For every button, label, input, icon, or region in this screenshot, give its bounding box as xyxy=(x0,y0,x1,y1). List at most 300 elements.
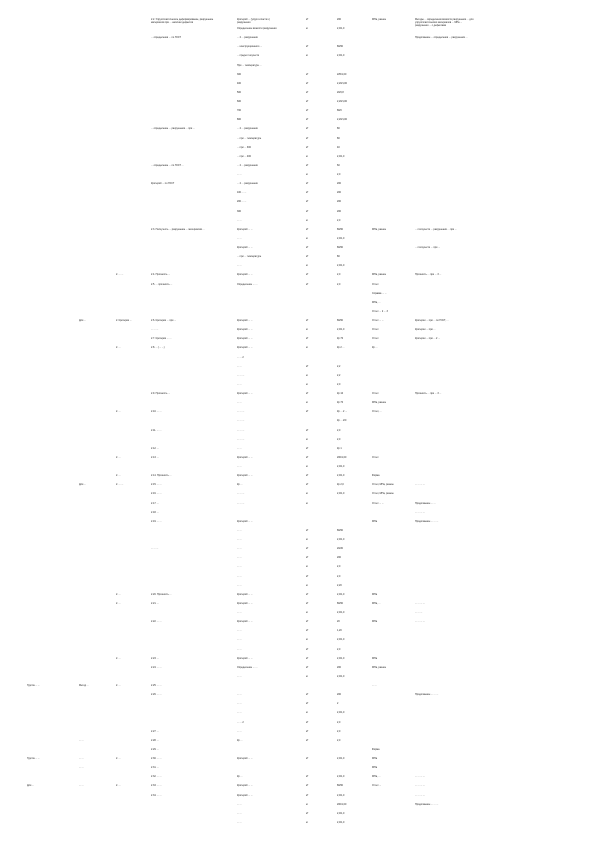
table-cell: 2,0/1,0 xyxy=(337,328,345,332)
table-cell: 2.9. Прочность ... xyxy=(151,392,171,396)
table-cell: Кр 10 xyxy=(337,392,344,396)
table-cell: м xyxy=(306,492,308,496)
table-cell: ... ... xyxy=(237,236,242,240)
table-cell: ... ... xyxy=(237,820,242,824)
table-row xyxy=(0,301,595,310)
table-row xyxy=(0,410,595,419)
table-cell: м xyxy=(306,401,308,405)
table-cell: 2,0/1,0 xyxy=(337,236,345,240)
table-cell: м xyxy=(306,27,308,31)
table-cell: Прочность ... при ... 3 ... xyxy=(415,273,442,277)
table-cell: кГ xyxy=(306,45,309,49)
table-row xyxy=(0,173,595,182)
table-cell: ... ... xyxy=(237,538,242,542)
table-cell: 2,0/1,0 xyxy=(337,465,345,469)
table-cell: кГ xyxy=(306,729,309,733)
table-cell: кГ xyxy=(306,757,309,760)
table-cell: кГ xyxy=(306,620,309,624)
table-cell: кГ xyxy=(306,665,309,669)
table-cell: Кр 70 xyxy=(337,401,344,405)
table-cell: 2,0 xyxy=(337,428,341,432)
table-row xyxy=(0,456,595,465)
table-cell: ... ... ... xyxy=(237,419,245,423)
table-cell: 400 xyxy=(237,81,241,85)
table-cell: 80/60 xyxy=(337,227,343,231)
table-cell: 2. ... ... xyxy=(116,273,124,277)
table-cell: ... ... ... ... xyxy=(415,601,425,605)
table-cell: Продолжение ... ... ... xyxy=(415,802,439,806)
table-cell: 2.22. ... ... xyxy=(151,620,162,624)
table-cell: кГ xyxy=(306,136,309,140)
table-row xyxy=(0,684,595,693)
table-cell: м xyxy=(306,264,308,268)
table-cell: Критерий ... ... xyxy=(237,392,253,396)
table-cell: кГ xyxy=(306,592,309,596)
table-cell: 2,0 xyxy=(337,574,341,578)
table-cell: 300 xyxy=(237,209,241,213)
table-row xyxy=(0,483,595,492)
table-row xyxy=(0,73,595,82)
table-cell: Отчет xyxy=(372,282,379,286)
table-cell: 2. ... xyxy=(116,455,121,459)
table-row xyxy=(0,520,595,529)
table-cell: кГ xyxy=(306,227,309,231)
table-row xyxy=(0,784,595,793)
table-cell: кГ xyxy=(306,163,309,167)
table-cell: ... ... xyxy=(79,784,84,788)
table-row xyxy=(0,283,595,292)
table-row xyxy=(0,438,595,447)
table-cell: 2.28. ... xyxy=(151,738,159,742)
table-cell: ... ... ... xyxy=(237,428,245,432)
table-row xyxy=(0,310,595,319)
table-cell: 2.30. ... ... xyxy=(151,757,162,760)
table-cell: МПа xyxy=(372,757,378,760)
table-row xyxy=(0,730,595,739)
table-cell: кГ xyxy=(306,738,309,742)
table-cell: 80/60 xyxy=(337,528,343,532)
table-cell: 1,20 xyxy=(337,629,342,633)
table-cell: 80 xyxy=(337,136,340,140)
table-cell: ... ... ... xyxy=(151,328,159,332)
table-cell: м xyxy=(306,346,308,350)
table-cell: Кр 2,0 xyxy=(337,483,344,487)
table-cell: Отчет xyxy=(372,328,379,332)
table-cell: 200 xyxy=(337,200,341,204)
table-cell: м xyxy=(306,465,308,469)
table-cell: Для ... xyxy=(27,784,34,788)
table-cell: 2,0/1,0 xyxy=(337,538,345,542)
table-row xyxy=(0,18,595,27)
table-cell: МПа xyxy=(372,519,378,523)
table-cell: ... ... xyxy=(237,401,242,405)
table-cell: кГ xyxy=(306,556,309,560)
table-cell: ... ... xyxy=(237,693,242,697)
table-cell: кГ xyxy=(306,775,309,779)
table-cell: ... при ... 400 xyxy=(237,154,251,158)
table-cell: Критерий ... ... xyxy=(237,757,253,760)
table-cell: 2.17. ... xyxy=(151,501,159,505)
table-cell: ... определение ... разрушения ... при ... xyxy=(151,127,195,131)
table-cell: 2.26. ... ... xyxy=(151,693,162,697)
table-cell: ... ... xyxy=(237,629,242,633)
table-cell: ... ... xyxy=(237,811,242,815)
table-cell: Критерий ... ... xyxy=(237,474,253,478)
table-cell: 2.16. ... ... xyxy=(151,492,162,496)
table-cell: Отчет, ... xyxy=(372,410,382,414)
table-cell: 2.18. ... xyxy=(151,510,159,514)
table-cell: кГ xyxy=(306,145,309,149)
table-cell: 2,0 xyxy=(337,720,341,724)
table-cell: 2,0/1,0 xyxy=(337,592,345,596)
table-cell: м xyxy=(306,54,308,58)
table-cell: м xyxy=(306,538,308,542)
table-cell: ... ... xyxy=(237,638,242,642)
table-cell: 80/0 xyxy=(337,109,342,113)
table-cell: 2,0/1,0 xyxy=(337,757,345,760)
table-cell: Критерии ... при ... 2 ... xyxy=(415,337,441,341)
table-cell: 2.10. ... ... xyxy=(151,410,162,414)
table-cell: 500 xyxy=(237,90,241,94)
table-cell: м xyxy=(306,373,308,377)
table-cell: 2,20/1,00 xyxy=(337,81,347,85)
table-cell: 2,0 xyxy=(337,382,341,386)
table-cell: 2.6. Критерии ... при ... xyxy=(151,319,177,323)
table-cell: кГ xyxy=(306,200,309,204)
table-cell: Критерий ... ... xyxy=(237,784,253,788)
table-cell: кГ xyxy=(306,337,309,341)
table-cell: Кр ... xyxy=(237,775,243,779)
table-cell: кГ xyxy=(306,474,309,478)
table-cell: ... ... xyxy=(237,802,242,806)
table-cell: 80/60 xyxy=(337,601,343,605)
table-cell: Кр ... xyxy=(237,738,243,742)
table-cell: МПа, разное xyxy=(372,273,387,277)
table-cell: 2,0/1,0 xyxy=(337,611,345,615)
table-cell: 2.4. Прочность ... xyxy=(151,273,171,277)
table-row xyxy=(0,328,595,337)
table-cell: Отчет ... ... xyxy=(372,501,384,505)
table-row xyxy=(0,739,595,748)
table-cell: 2,20 xyxy=(337,583,342,587)
table-cell: м xyxy=(306,382,308,386)
table-cell: 2,2 xyxy=(337,373,341,377)
table-cell: кГ xyxy=(306,18,309,21)
table-cell: кГ xyxy=(306,109,309,113)
table-cell: ... ползучести ... при ... xyxy=(415,246,441,250)
table-cell: ... ... xyxy=(237,173,242,177)
table-cell: м xyxy=(306,328,308,332)
table-row xyxy=(0,100,595,109)
table-cell: ... ... ... ... xyxy=(415,793,425,797)
table-cell: м xyxy=(306,565,308,569)
table-cell: Кр ... xyxy=(372,346,378,350)
table-cell: Критерий ... ... xyxy=(237,227,253,231)
table-cell: кГ xyxy=(306,601,309,605)
table-cell: Для ... xyxy=(79,319,86,323)
table-cell: ... 2 ... разрушения xyxy=(237,127,258,131)
table-row xyxy=(0,109,595,118)
table-cell: Критерий ... ... xyxy=(237,656,253,660)
table-cell: 80 xyxy=(337,127,340,131)
table-cell: ... ... xyxy=(79,738,84,742)
table-cell: м xyxy=(306,638,308,642)
table-cell: м xyxy=(306,802,308,806)
table-cell: кГ xyxy=(306,246,309,250)
table-row xyxy=(0,620,595,629)
table-cell: кГ xyxy=(306,319,309,323)
table-cell: 80/60 xyxy=(337,45,343,49)
table-cell: 2,0/1,0 xyxy=(337,811,345,815)
table-cell: ... ... xyxy=(237,647,242,651)
table-cell: 2. ... xyxy=(116,592,121,596)
table-cell: 2.19. ... ... xyxy=(151,519,162,523)
table-cell: ... ... xyxy=(237,547,242,551)
table-cell: 100 ... ... xyxy=(237,191,247,195)
table-cell: ... ... xyxy=(79,766,84,770)
table-cell: ... ... xyxy=(237,382,242,386)
table-cell: 2,0/1,0 xyxy=(337,264,345,268)
table-cell: ... ... ... xyxy=(237,437,245,441)
table-cell: 20/0,8 xyxy=(337,90,344,94)
table-cell: МПа xyxy=(372,620,378,624)
table-cell: Критерий ... ... xyxy=(237,246,253,250)
table-cell: Продолжение ... ... ... xyxy=(415,519,439,523)
table-cell: ... ... xyxy=(237,565,242,569)
table-row xyxy=(0,593,595,602)
table-cell: ... ... ... xyxy=(151,547,159,551)
table-row xyxy=(0,492,595,501)
table-cell: ... ... xyxy=(237,264,242,268)
table-cell: 2,0/1,0 xyxy=(337,711,345,715)
table-cell: 80/60 xyxy=(337,784,343,788)
table-row xyxy=(0,337,595,346)
table-row xyxy=(0,711,595,720)
table-cell: 80/60 xyxy=(337,246,343,250)
table-cell: 2.21. ... xyxy=(151,601,159,605)
table-cell: ... ползучести ... разрушения ... при ... xyxy=(415,227,457,231)
table-cell: ... ... ... ... xyxy=(415,775,425,779)
table-cell: Форма xyxy=(372,747,380,751)
table-cell: МПа, ... xyxy=(372,601,381,605)
table-cell: 200 xyxy=(337,18,341,21)
table-row xyxy=(0,255,595,264)
table-cell: 2. ... xyxy=(116,684,121,688)
table-row xyxy=(0,575,595,584)
table-cell: Отчет ... 2 ... 3 xyxy=(372,309,388,313)
table-cell: кГ xyxy=(306,273,309,277)
table-cell: 2,0/1,0 xyxy=(337,820,345,824)
table-cell: 2.8. ... (... ...) xyxy=(151,346,165,350)
table-cell: 2.13. ... xyxy=(151,455,159,459)
table-row xyxy=(0,812,595,821)
table-cell: кГ xyxy=(306,528,309,532)
table-cell: 2. ... xyxy=(116,346,121,350)
table-cell: кГ xyxy=(306,793,309,797)
table-cell: ... при ... температуре xyxy=(237,255,262,259)
table-row xyxy=(0,666,595,675)
table-cell: кГ xyxy=(306,811,309,815)
table-cell: 2.7. Критерии ... ... xyxy=(151,337,172,341)
table-cell: МПа xyxy=(372,656,378,660)
table-cell: м xyxy=(306,711,308,715)
table-row xyxy=(0,547,595,556)
table-cell: ... ... xyxy=(237,465,242,469)
table-cell: 2.11. ... ... xyxy=(151,428,162,432)
table-cell: ... ... xyxy=(237,729,242,733)
table-cell: ... ... ... ... xyxy=(415,483,425,487)
table-cell: 40 xyxy=(337,145,340,149)
table-cell: ... ... xyxy=(237,674,242,678)
table-cell: 2. ... xyxy=(116,474,121,478)
table-row xyxy=(0,246,595,255)
table-cell: Критерий ... ... xyxy=(237,319,253,323)
table-row xyxy=(0,502,595,511)
table-cell: кГ xyxy=(306,702,309,706)
table-cell: Определение ... ... xyxy=(237,282,258,286)
table-cell: ... ... ... ... xyxy=(415,620,425,624)
table-cell: Кр ... 2 ... xyxy=(337,410,348,414)
table-cell: 700 xyxy=(237,109,241,113)
table-cell: ... ... xyxy=(237,556,242,560)
table-row xyxy=(0,264,595,273)
table-cell: ... ... xyxy=(237,446,242,450)
table-cell: м xyxy=(306,437,308,441)
table-cell: ... при ... температуре xyxy=(237,136,262,140)
table-row xyxy=(0,775,595,784)
table-cell: 2. ... ... xyxy=(116,483,124,487)
table-cell: 600 xyxy=(237,100,241,104)
table-row xyxy=(0,511,595,520)
table-cell: 2,0 xyxy=(337,282,341,286)
table-cell: 2,20/1,00 xyxy=(337,100,347,104)
table-cell: 2,0/1,0 xyxy=(337,54,345,58)
table-cell: 80 xyxy=(337,255,340,259)
table-cell: Для ... xyxy=(79,483,86,487)
table-row xyxy=(0,383,595,392)
table-cell: 20/20 xyxy=(337,547,343,551)
table-cell: Отчет, МПа, разное xyxy=(372,492,394,496)
table-cell: 2,0 xyxy=(337,437,341,441)
table-row xyxy=(0,611,595,620)
table-cell: 2,0 xyxy=(337,565,341,569)
table-row xyxy=(0,675,595,684)
table-cell: кГ xyxy=(306,72,309,76)
table-cell: ... ... xyxy=(237,583,242,587)
table-cell: Критерий ... (упруго-пластич.) разрушения xyxy=(237,18,270,24)
table-cell: 2 xyxy=(337,702,339,706)
table-row xyxy=(0,210,595,219)
table-cell: Критерий ... ... xyxy=(237,328,253,332)
table-cell: кГ xyxy=(306,784,309,788)
table-cell: кГ xyxy=(306,182,309,186)
table-cell: 2. ... xyxy=(116,601,121,605)
table-cell: 2.27. ... xyxy=(151,729,159,733)
table-cell: 2.5. ... прочность ... xyxy=(151,282,173,286)
table-cell: Продолжение ... определения ... разрушения ... xyxy=(415,36,468,40)
table-cell: ... ... ... xyxy=(237,373,245,377)
table-cell: 80/60 xyxy=(337,319,343,323)
table-cell: 2.20. Прочность ... xyxy=(151,592,172,596)
table-cell: ... ... ... xyxy=(415,611,423,615)
table-cell: 2,0/1,0 xyxy=(337,27,345,31)
table-cell: кГ xyxy=(306,574,309,578)
table-cell: Метод ... xyxy=(79,684,89,688)
table-cell: 2. ... xyxy=(116,656,121,660)
table-row xyxy=(0,45,595,54)
table-cell: кГ xyxy=(306,282,309,286)
table-row xyxy=(0,182,595,191)
table-cell: ... ... 2 xyxy=(237,720,244,724)
table-cell: Критерии ... при ... xyxy=(415,328,436,332)
table-cell: Прочность ... при ... 3 ... xyxy=(415,392,442,396)
table-row xyxy=(0,137,595,146)
table-cell: Кр 2 ... xyxy=(337,346,345,350)
table-row xyxy=(0,82,595,91)
table-row xyxy=(0,766,595,775)
table-row xyxy=(0,821,595,830)
table-cell: ... ... xyxy=(79,757,84,760)
table-cell: МПа xyxy=(372,592,378,596)
table-cell: м xyxy=(306,674,308,678)
table-cell: Кр 70 xyxy=(337,337,344,341)
table-row xyxy=(0,219,595,228)
table-cell: 200 xyxy=(337,191,341,195)
table-row xyxy=(0,474,595,483)
table-cell: Критерий ... ... xyxy=(237,455,253,459)
table-cell: кГ xyxy=(306,209,309,213)
table-row xyxy=(0,346,595,355)
table-cell: 2,0/1,0 xyxy=(337,492,345,496)
table-cell: 2. ... xyxy=(116,784,121,788)
table-cell: Определение ... ... xyxy=(237,665,258,669)
table-cell: 2,0/1,0 xyxy=(337,775,345,779)
table-cell: Критерий ... ... xyxy=(237,273,253,277)
table-row xyxy=(0,146,595,155)
table-cell: ... ... xyxy=(237,702,242,706)
table-cell: 2.2. Упругопластическое деформирование, разрушение материалов при ... наличии дефектов xyxy=(151,18,214,24)
table-cell: кГ xyxy=(306,547,309,551)
table-cell: 20 xyxy=(337,620,340,624)
table-cell: Критерий ... ... xyxy=(237,592,253,596)
table-cell: При ... температуре ... xyxy=(237,63,262,67)
table-cell: ... ... xyxy=(237,711,242,715)
table-cell: МПа, ... xyxy=(372,775,381,779)
table-row xyxy=(0,657,595,666)
table-cell: 200/1,00 xyxy=(337,802,347,806)
table-cell: м xyxy=(306,236,308,240)
table-row xyxy=(0,228,595,237)
table-cell: 800 xyxy=(237,118,241,122)
table-row xyxy=(0,648,595,657)
table-cell: Отчет xyxy=(372,455,379,459)
table-cell: ... ... ... xyxy=(237,492,245,496)
table-cell: 60 xyxy=(337,163,340,167)
table-cell: кГ xyxy=(306,720,309,724)
table-cell: Отчет ... ... xyxy=(372,319,384,323)
table-cell: ... ... ... xyxy=(237,410,245,414)
table-row xyxy=(0,91,595,100)
table-cell: кГ xyxy=(306,693,309,697)
table-cell: кГ xyxy=(306,410,309,414)
table-cell: ... ... xyxy=(237,218,242,222)
table-cell: ... ... ... ... xyxy=(415,510,425,514)
table-cell: 2,20/1,00 xyxy=(337,118,347,122)
table-cell: ... ... xyxy=(237,364,242,368)
table-cell: Группа ... ... xyxy=(27,757,40,760)
table-cell: кГ xyxy=(306,647,309,651)
table-cell: кГ xyxy=(306,100,309,104)
